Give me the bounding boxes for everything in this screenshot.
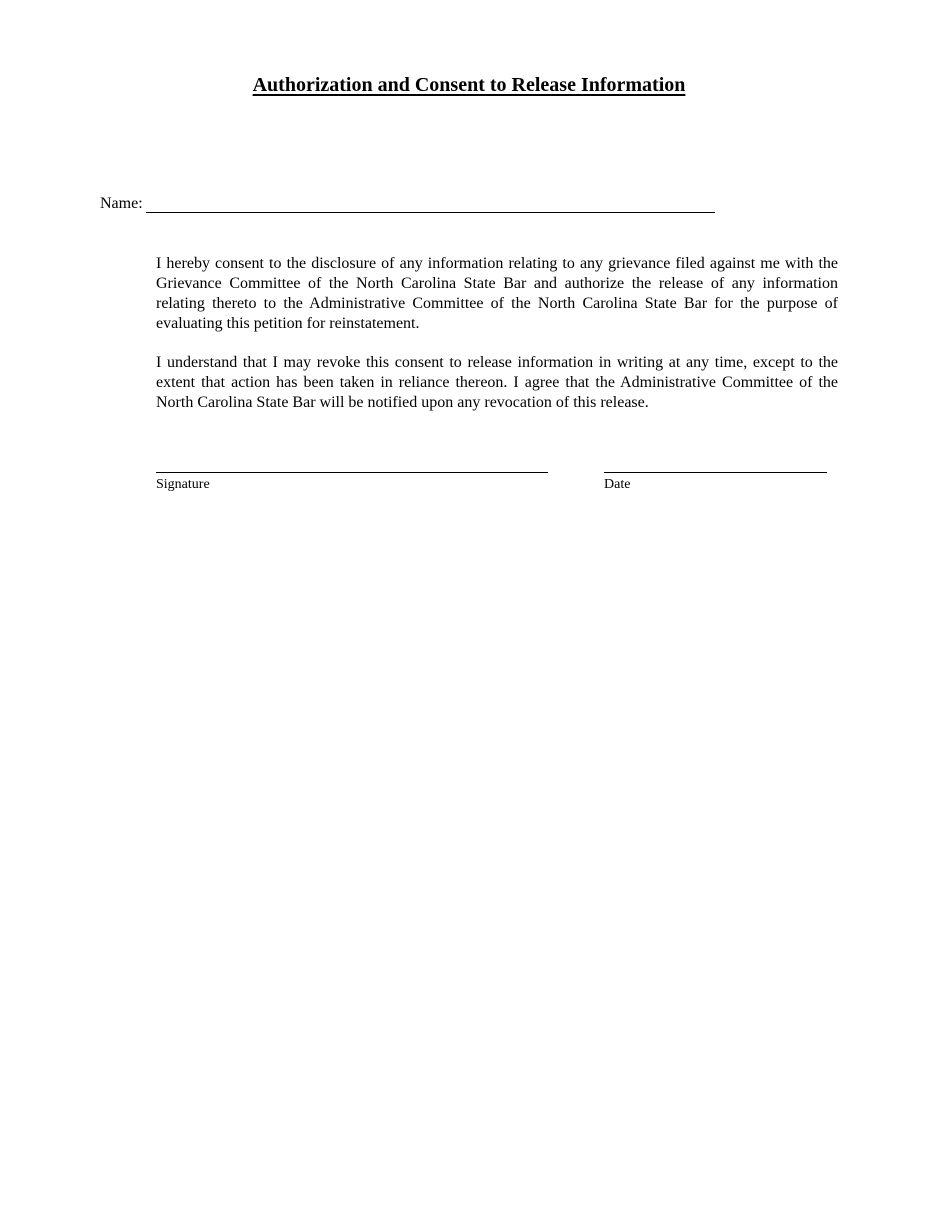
date-line[interactable]: [604, 472, 827, 473]
name-field-line[interactable]: [146, 212, 715, 213]
name-label: Name:: [100, 195, 143, 212]
consent-paragraph: I hereby consent to the disclosure of any information relating to any grievance filed against me with the Grievance Committee of the North Carolina State Bar and authorize the release of any information relating thereto to the Administrative Committee of the North Carolina State Bar for the purpose of evaluating this petition for reinstatement.: [156, 255, 838, 332]
revocation-paragraph: I understand that I may revoke this consent to release information in writing at any time, except to the extent that action has been taken in reliance thereon. I agree that the Administrative Committee of the North Carolina State Bar will be notified upon any revocation of this release.: [156, 354, 838, 411]
signature-label: Signature: [156, 477, 210, 492]
signature-line[interactable]: [156, 472, 548, 473]
document-title: Authorization and Consent to Release Information: [252, 74, 686, 96]
date-label: Date: [604, 477, 631, 492]
